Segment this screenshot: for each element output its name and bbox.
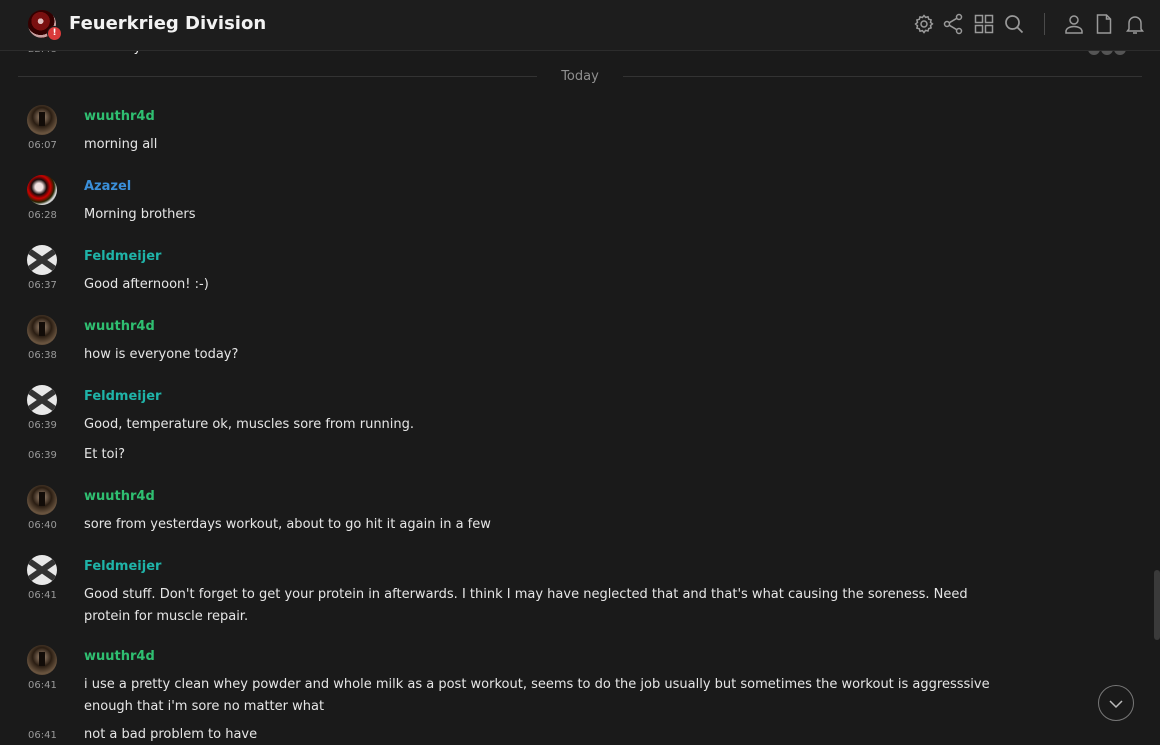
search-icon[interactable] (1002, 12, 1026, 36)
sender-name[interactable]: wuuthr4d (84, 319, 155, 334)
avatar[interactable] (27, 245, 57, 275)
message-body: Good, temperature ok, muscles sore from running. (84, 417, 415, 432)
sender-name[interactable]: wuuthr4d (84, 109, 155, 124)
message-body: sore from yesterdays workout, about to go hit it again in a few (84, 517, 491, 532)
room-title[interactable]: Feuerkrieg Division (69, 13, 267, 34)
message-time: 06:41 (28, 680, 57, 691)
toolbar-separator (1044, 13, 1045, 35)
avatar[interactable] (27, 315, 57, 345)
sender-name[interactable]: Azazel (84, 179, 132, 194)
avatar[interactable] (27, 385, 57, 415)
share-icon[interactable] (941, 12, 965, 36)
sender-name[interactable]: Feldmeijer (84, 559, 162, 574)
message-body: Et toi? (84, 447, 126, 462)
sender-name[interactable]: Feldmeijer (84, 389, 162, 404)
message-body: Good afternoon! :-) (84, 277, 209, 292)
message-time: 06:37 (28, 280, 57, 291)
message-time: 06:38 (28, 350, 57, 361)
chevron-down-icon (1107, 695, 1125, 713)
date-divider-label: Today (561, 69, 599, 84)
avatar[interactable] (27, 175, 57, 205)
sender-name[interactable]: Feldmeijer (84, 249, 162, 264)
sender-name[interactable]: wuuthr4d (84, 489, 155, 504)
date-divider (18, 67, 1142, 87)
sender-name[interactable]: wuuthr4d (84, 649, 155, 664)
message-body: how is everyone today? (84, 347, 239, 362)
message-time: 06:41 (28, 590, 57, 601)
message-body: Good stuff. Don't forget to get your protein in afterwards. I think I may have neglected that and that's what causing the soreness. Need protein for muscle repair. (84, 587, 968, 624)
room-header (0, 0, 1160, 51)
avatar[interactable] (27, 645, 57, 675)
scrollbar-thumb[interactable] (1154, 570, 1160, 640)
message-body: Morning brothers (84, 207, 196, 222)
person-icon[interactable] (1062, 12, 1086, 36)
message-body: morning all (84, 137, 158, 152)
message-body: i use a pretty clean whey powder and whole milk as a post workout, seems to do the job usually but sometimes the workout is aggresssive enough that i'm sore no matter what (84, 677, 990, 714)
message-time: 06:39 (28, 450, 57, 461)
grid-icon[interactable] (972, 12, 996, 36)
message-body: not a bad problem to have (84, 727, 258, 742)
jump-to-latest-button[interactable] (1098, 685, 1134, 721)
file-icon[interactable] (1092, 12, 1116, 36)
avatar[interactable] (27, 485, 57, 515)
bell-icon[interactable] (1123, 12, 1147, 36)
message-time: 06:40 (28, 520, 57, 531)
message-time: 06:39 (28, 420, 57, 431)
message-time: 06:28 (28, 210, 57, 221)
message-time: 06:07 (28, 140, 57, 151)
avatar[interactable] (27, 105, 57, 135)
gear-icon[interactable] (912, 12, 936, 36)
avatar[interactable] (27, 555, 57, 585)
room-alert-badge: ! (47, 26, 62, 41)
message-time: 06:41 (28, 730, 57, 741)
